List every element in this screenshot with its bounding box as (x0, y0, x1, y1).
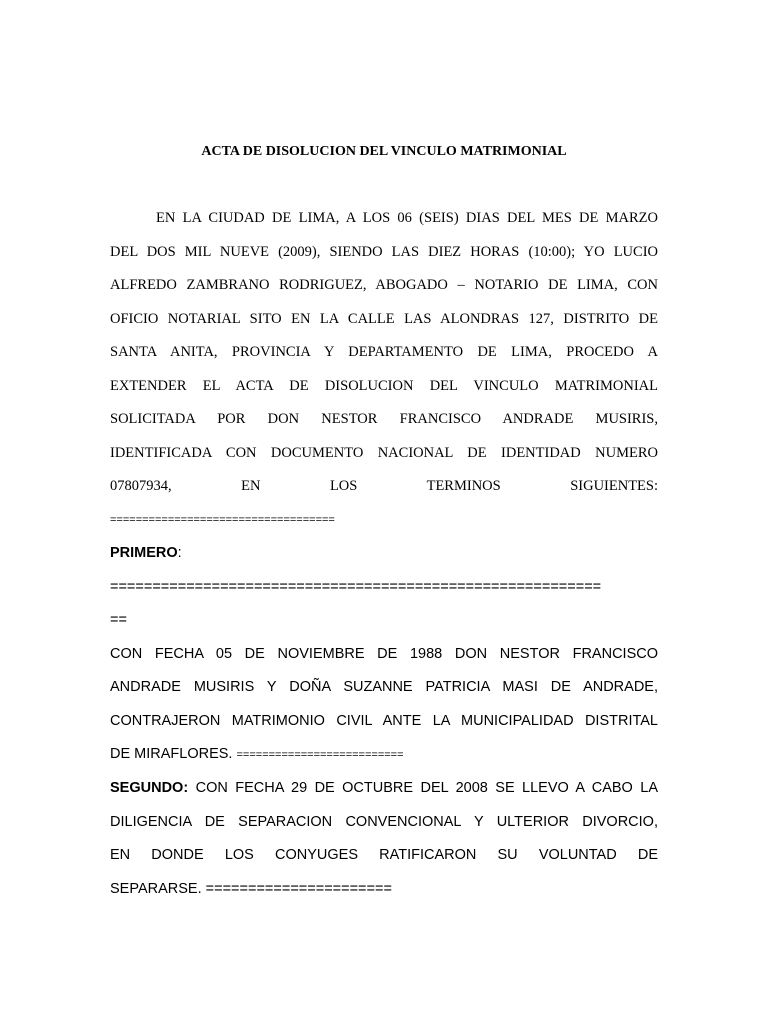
intro-line: SANTA ANITA, PROVINCIA Y DEPARTAMENTO DE LIMA, PROCEDO A (110, 344, 658, 360)
primero-last-separator: ========================== (236, 749, 404, 761)
primero-line: CON FECHA 05 DE NOVIEMBRE DE 1988 DON NESTOR FRANCISCO (110, 645, 658, 662)
intro-line: IDENTIFICADA CON DOCUMENTO NACIONAL DE IDENTIDAD NUMERO (110, 444, 658, 461)
intro-line: SOLICITADA POR DON NESTOR FRANCISCO ANDRADE MUSIRIS, (110, 411, 658, 427)
primero-separator-end: == (110, 612, 127, 628)
segundo-line: EN DONDE LOS CONYUGES RATIFICARON SU VOLUNTAD DE (110, 847, 658, 863)
segundo-label: SEGUNDO: (110, 780, 189, 796)
segundo-first-line (110, 778, 658, 812)
segundo-first-text: CON FECHA 29 DE OCTUBRE DEL 2008 SE LLEVO A CABO LA (195, 780, 658, 796)
intro-line: EN LA CIUDAD DE LIMA, A LOS 06 (SEIS) DIAS DEL MES DE MARZO (156, 210, 658, 226)
primero-heading (110, 543, 658, 577)
section-segundo (110, 778, 658, 912)
primero-separator: ========================================================== (110, 578, 602, 595)
primero-label: PRIMERO (110, 545, 178, 561)
intro-line: OFICIO NOTARIAL SITO EN LA CALLE LAS ALONDRAS 127, DISTRITO DE (110, 310, 658, 327)
section-primero (110, 543, 658, 778)
document-title: ACTA DE DISOLUCION DEL VINCULO MATRIMONIAL (201, 144, 567, 159)
primero-last-text: DE MIRAFLORES. (110, 746, 233, 762)
segundo-last-line (110, 879, 658, 913)
intro-separator: =================================== (110, 513, 335, 526)
primero-line: ANDRADE MUSIRIS Y DOÑA SUZANNE PATRICIA MASI DE ANDRADE, (110, 679, 658, 695)
primero-colon: : (177, 545, 182, 561)
intro-line: ALFREDO ZAMBRANO RODRIGUEZ, ABOGADO – NOTARIO DE LIMA, CON (110, 277, 658, 293)
intro-line: DEL DOS MIL NUEVE (2009), SIENDO LAS DIEZ HORAS (10:00); YO LUCIO (110, 243, 658, 260)
primero-line: CONTRAJERON MATRIMONIO CIVIL ANTE LA MUNICIPALIDAD DISTRITAL (110, 712, 658, 729)
intro-line: 07807934, EN LOS TERMINOS SIGUIENTES: (110, 478, 658, 494)
segundo-line: DILIGENCIA DE SEPARACION CONVENCIONAL Y ULTERIOR DIVORCIO, (110, 813, 658, 830)
segundo-last-text: SEPARARSE. (110, 880, 202, 897)
intro-line: EXTENDER EL ACTA DE DISOLUCION DEL VINCULO MATRIMONIAL (110, 377, 658, 394)
intro-paragraph (110, 208, 658, 543)
segundo-last-separator: ====================== (205, 880, 392, 897)
primero-last-line (110, 744, 658, 778)
